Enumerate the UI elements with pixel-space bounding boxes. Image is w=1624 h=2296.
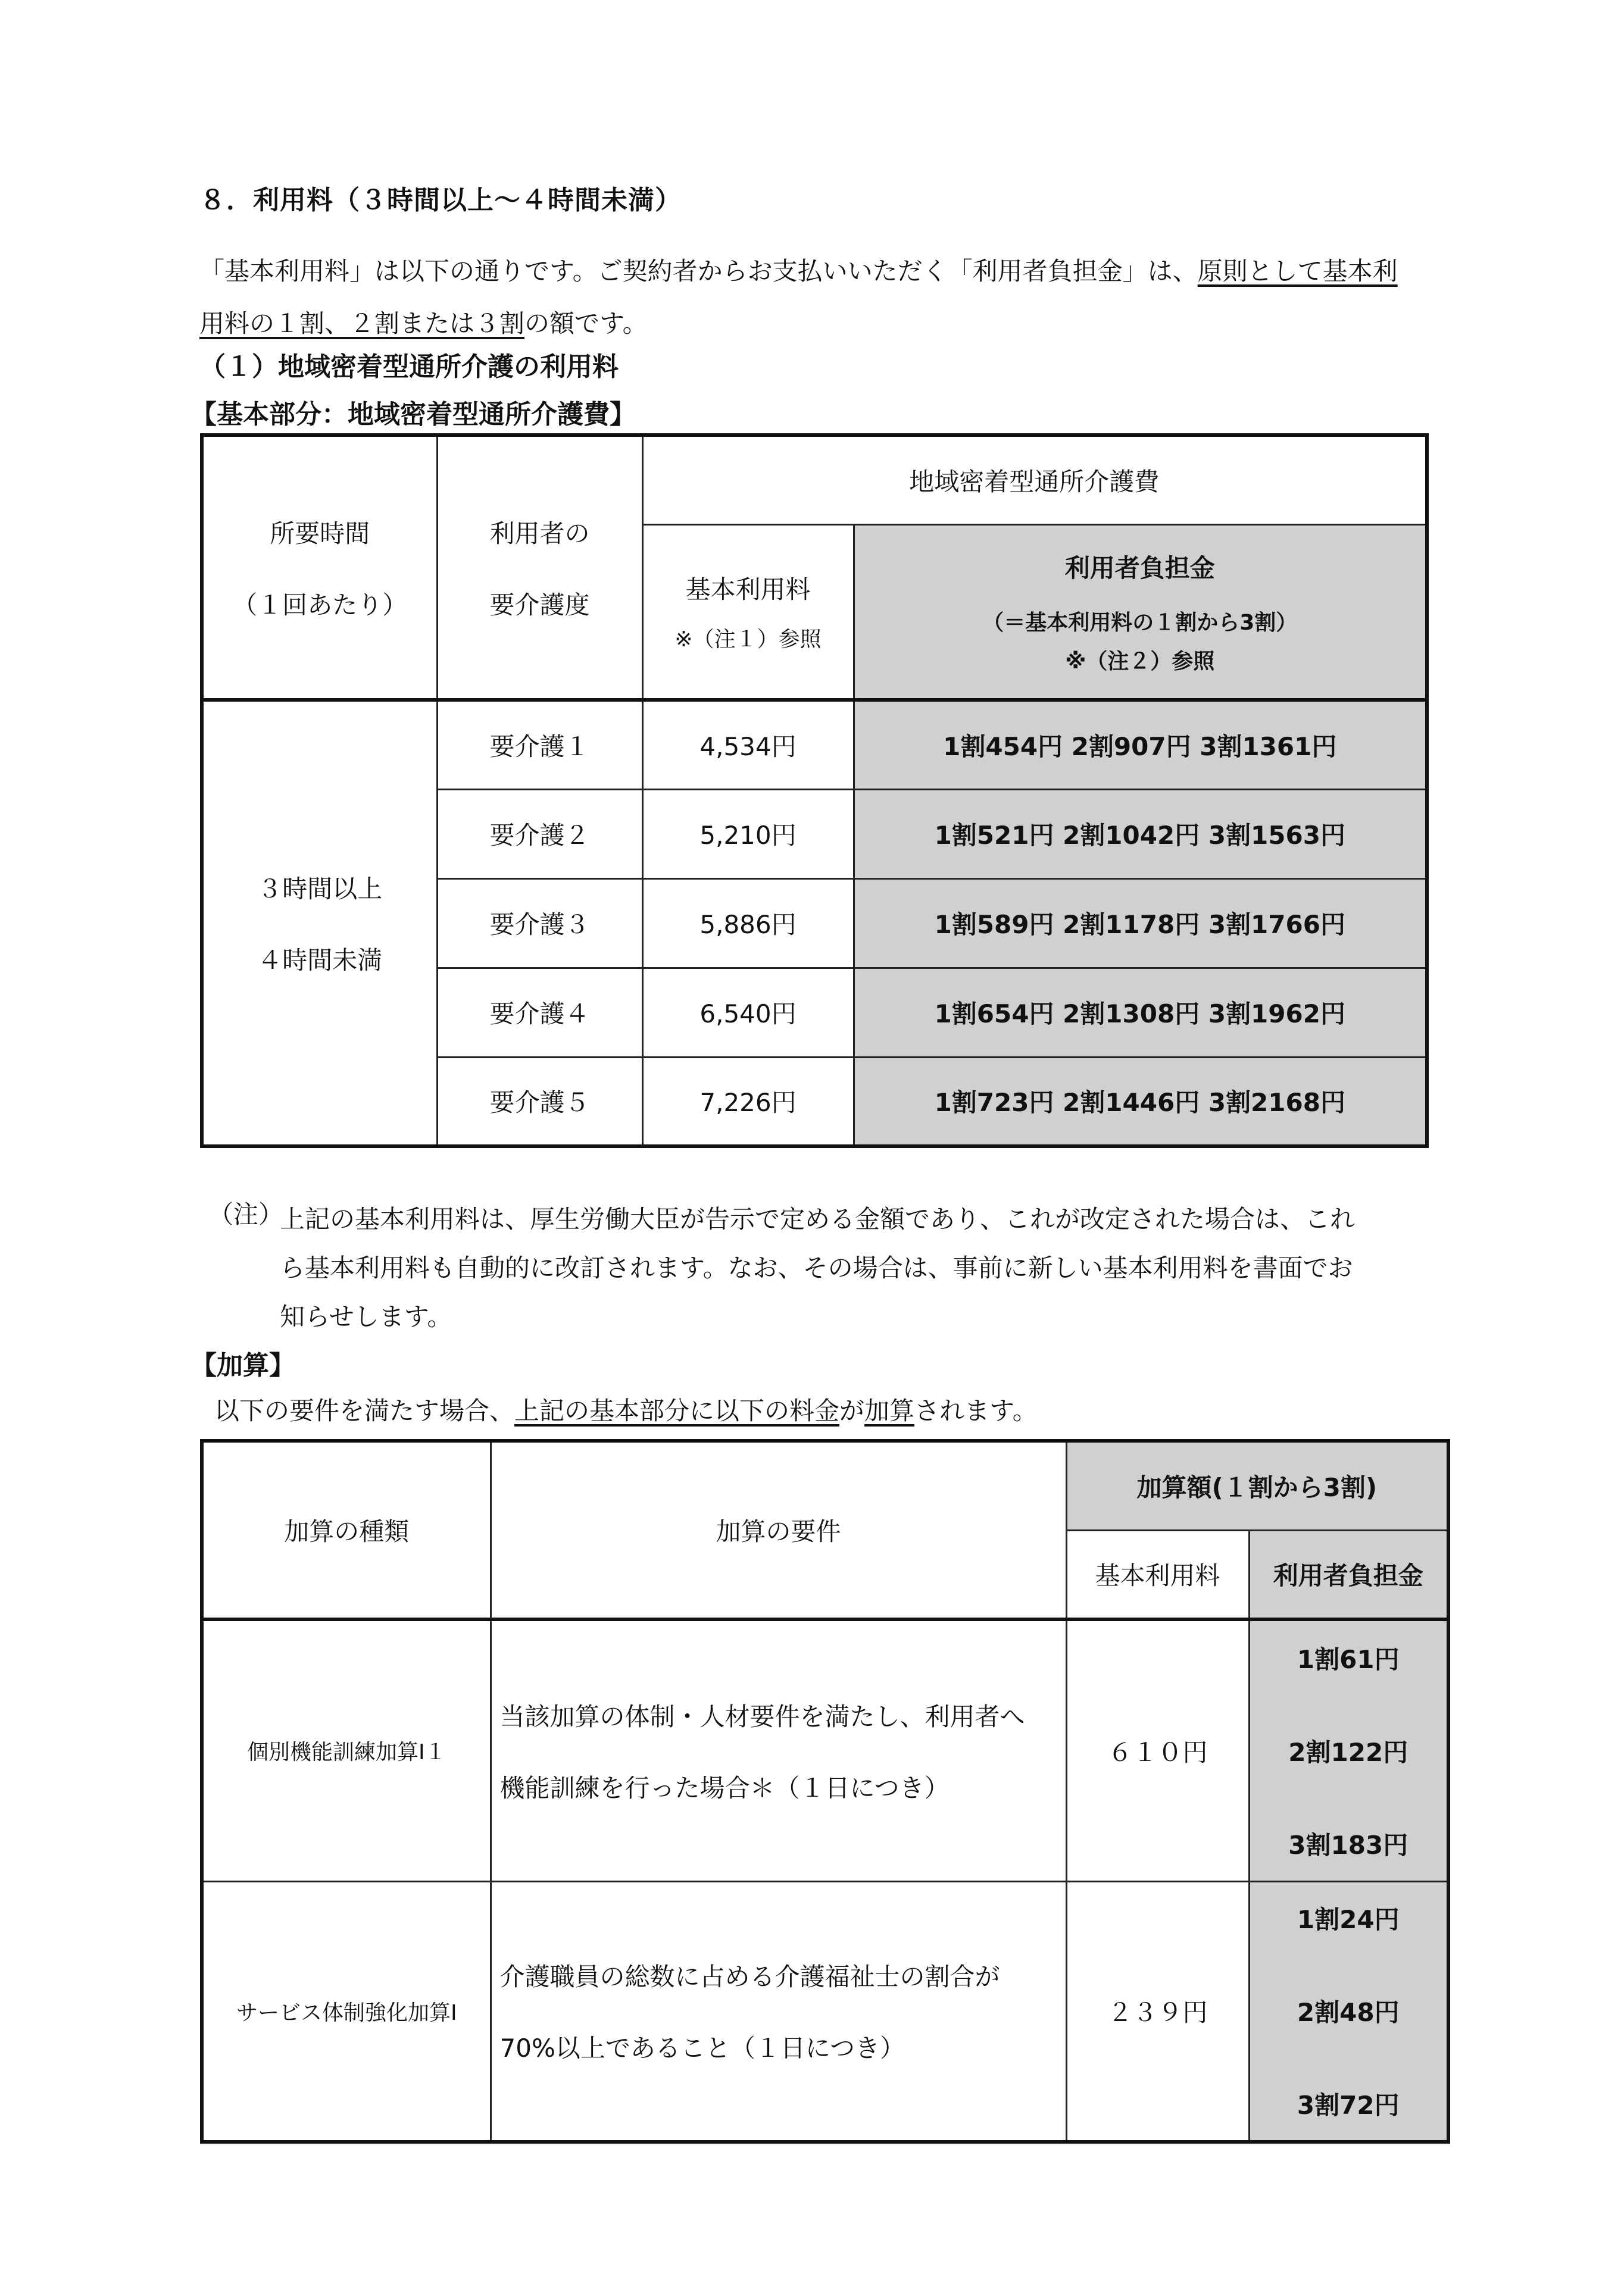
care-level-cell: 要介護４ bbox=[437, 968, 642, 1057]
base-fee-cell: 5,886円 bbox=[642, 878, 854, 968]
header-base-fee-line1: 基本利用料 bbox=[685, 575, 811, 605]
header-user-charge-line1: 利用者負担金 bbox=[1064, 553, 1215, 583]
intro-underlined: 原則として基本利 bbox=[1197, 256, 1398, 286]
intro-underlined-2: 用料の１割、２割または３割 bbox=[199, 309, 525, 338]
user-charge-cell: 1割723円 2割1446円 3割2168円 bbox=[854, 1057, 1427, 1146]
user-charge-cell: 1割521円 2割1042円 3割1563円 bbox=[854, 789, 1427, 878]
section-title: ８．利用料（３時間以上～４時間未満） bbox=[199, 185, 682, 215]
note-line-2: ら基本利用料も自動的に改訂されます。なお、その場合は、事前に新しい基本利用料を書面でお bbox=[280, 1253, 1353, 1282]
care-level-cell: 要介護１ bbox=[437, 700, 642, 789]
kasan-desc-text-c: されます。 bbox=[914, 1396, 1038, 1425]
header-addition-requirement: 加算の要件 bbox=[491, 1441, 1066, 1619]
header-addition-amount: 加算額(１割から3割) bbox=[1066, 1441, 1448, 1530]
addition-requirement-cell bbox=[491, 1619, 1066, 1881]
header-group: 地域密着型通所介護費 bbox=[642, 435, 1427, 524]
note-line-3: 知らせします。 bbox=[280, 1302, 452, 1331]
header-care-level-line2: 要介護度 bbox=[489, 590, 590, 620]
base-fee-cell: 4,534円 bbox=[642, 700, 854, 789]
note-line-1: 上記の基本利用料は、厚生労働大臣が告示で定める金額であり、これが改定された場合は、これ bbox=[280, 1205, 1356, 1234]
requirement-line2: 機能訓練を行った場合＊（１日につき） bbox=[499, 1773, 950, 1803]
care-level-cell: 要介護５ bbox=[437, 1057, 642, 1146]
addition-type-cell: 個別機能訓練加算Ⅰ１ bbox=[202, 1619, 491, 1881]
kasan-heading: 【加算】 bbox=[190, 1350, 295, 1381]
requirement-line1: 介護職員の総数に占める介護福祉士の割合が bbox=[499, 1962, 1000, 1992]
duration-line2: ４時間未満 bbox=[257, 946, 383, 975]
kasan-desc-underlined: 上記の基本部分に以下の料金 bbox=[514, 1396, 840, 1425]
user-charge-1: 1割24円 bbox=[1297, 1905, 1400, 1935]
user-charge-cell: 1割589円 2割1178円 3割1766円 bbox=[854, 878, 1427, 968]
header-base-fee-line2: ※（注１）参照 bbox=[674, 627, 822, 652]
requirement-line2: 70%以上であること（１日につき） bbox=[499, 2034, 905, 2063]
addition-base-cell: ２３９円 bbox=[1066, 1881, 1249, 2142]
user-charge-1: 1割61円 bbox=[1297, 1644, 1400, 1674]
header-user-charge-line3: ※（注２）参照 bbox=[1065, 649, 1215, 674]
note-body bbox=[280, 1195, 1447, 1341]
intro-text-2: の額です。 bbox=[524, 309, 648, 338]
user-charge-cell: 1割454円 2割907円 3割1361円 bbox=[854, 700, 1427, 789]
user-charge-2: 2割122円 bbox=[1288, 1737, 1408, 1767]
user-charge-cell: 1割654円 2割1308円 3割1962円 bbox=[854, 968, 1427, 1057]
kasan-desc-underlined-2: 加算 bbox=[864, 1396, 915, 1425]
requirement-line1: 当該加算の体制・人材要件を満たし、利用者へ bbox=[499, 1701, 1025, 1731]
header-user-charge-line2: （＝基本利用料の１割から3割） bbox=[982, 610, 1298, 635]
care-level-cell: 要介護２ bbox=[437, 789, 642, 878]
base-fee-cell: 6,540円 bbox=[642, 968, 854, 1057]
intro-line-2 bbox=[199, 298, 1450, 350]
header-duration bbox=[202, 435, 437, 700]
header-addition-type: 加算の種類 bbox=[202, 1441, 491, 1619]
header-base-fee bbox=[642, 524, 854, 700]
addition-table bbox=[200, 1439, 1450, 2144]
user-charge-3: 3割183円 bbox=[1288, 1830, 1408, 1860]
kasan-desc-text-b: が bbox=[839, 1396, 865, 1425]
header-care-level bbox=[437, 435, 642, 700]
note-label: （注） bbox=[208, 1200, 284, 1229]
header-care-level-line1: 利用者の bbox=[489, 518, 590, 548]
kasan-description bbox=[214, 1391, 1038, 1427]
duration-cell bbox=[202, 700, 437, 1146]
basic-fee-table bbox=[200, 433, 1429, 1148]
care-level-cell: 要介護３ bbox=[437, 878, 642, 968]
header-addition-base: 基本利用料 bbox=[1066, 1530, 1249, 1619]
addition-requirement-cell bbox=[491, 1881, 1066, 2142]
header-duration-line2: （１回あたり） bbox=[232, 590, 408, 620]
subheading-usage-fee: （１）地域密着型通所介護の利用料 bbox=[199, 352, 619, 382]
kasan-desc-text-a: 以下の要件を満たす場合、 bbox=[214, 1396, 515, 1425]
subheading-basic-part: 【基本部分：地域密着型通所介護費】 bbox=[190, 399, 636, 430]
header-duration-line1: 所要時間 bbox=[270, 518, 370, 548]
addition-user-cell bbox=[1249, 1881, 1448, 2142]
header-user-charge bbox=[854, 524, 1427, 700]
duration-line1: ３時間以上 bbox=[257, 874, 383, 903]
intro-line-1 bbox=[199, 245, 1450, 298]
addition-type-cell: サービス体制強化加算Ⅰ bbox=[202, 1881, 491, 2142]
addition-user-cell bbox=[1249, 1619, 1448, 1881]
base-fee-cell: 7,226円 bbox=[642, 1057, 854, 1146]
user-charge-3: 3割72円 bbox=[1297, 2091, 1400, 2120]
intro-text: 「基本利用料」は以下の通りです。ご契約者からお支払いいただく「利用者負担金」は、 bbox=[199, 256, 1198, 286]
user-charge-2: 2割48円 bbox=[1297, 1998, 1400, 2028]
header-addition-user: 利用者負担金 bbox=[1249, 1530, 1448, 1619]
addition-base-cell: ６１０円 bbox=[1066, 1619, 1249, 1881]
base-fee-cell: 5,210円 bbox=[642, 789, 854, 878]
